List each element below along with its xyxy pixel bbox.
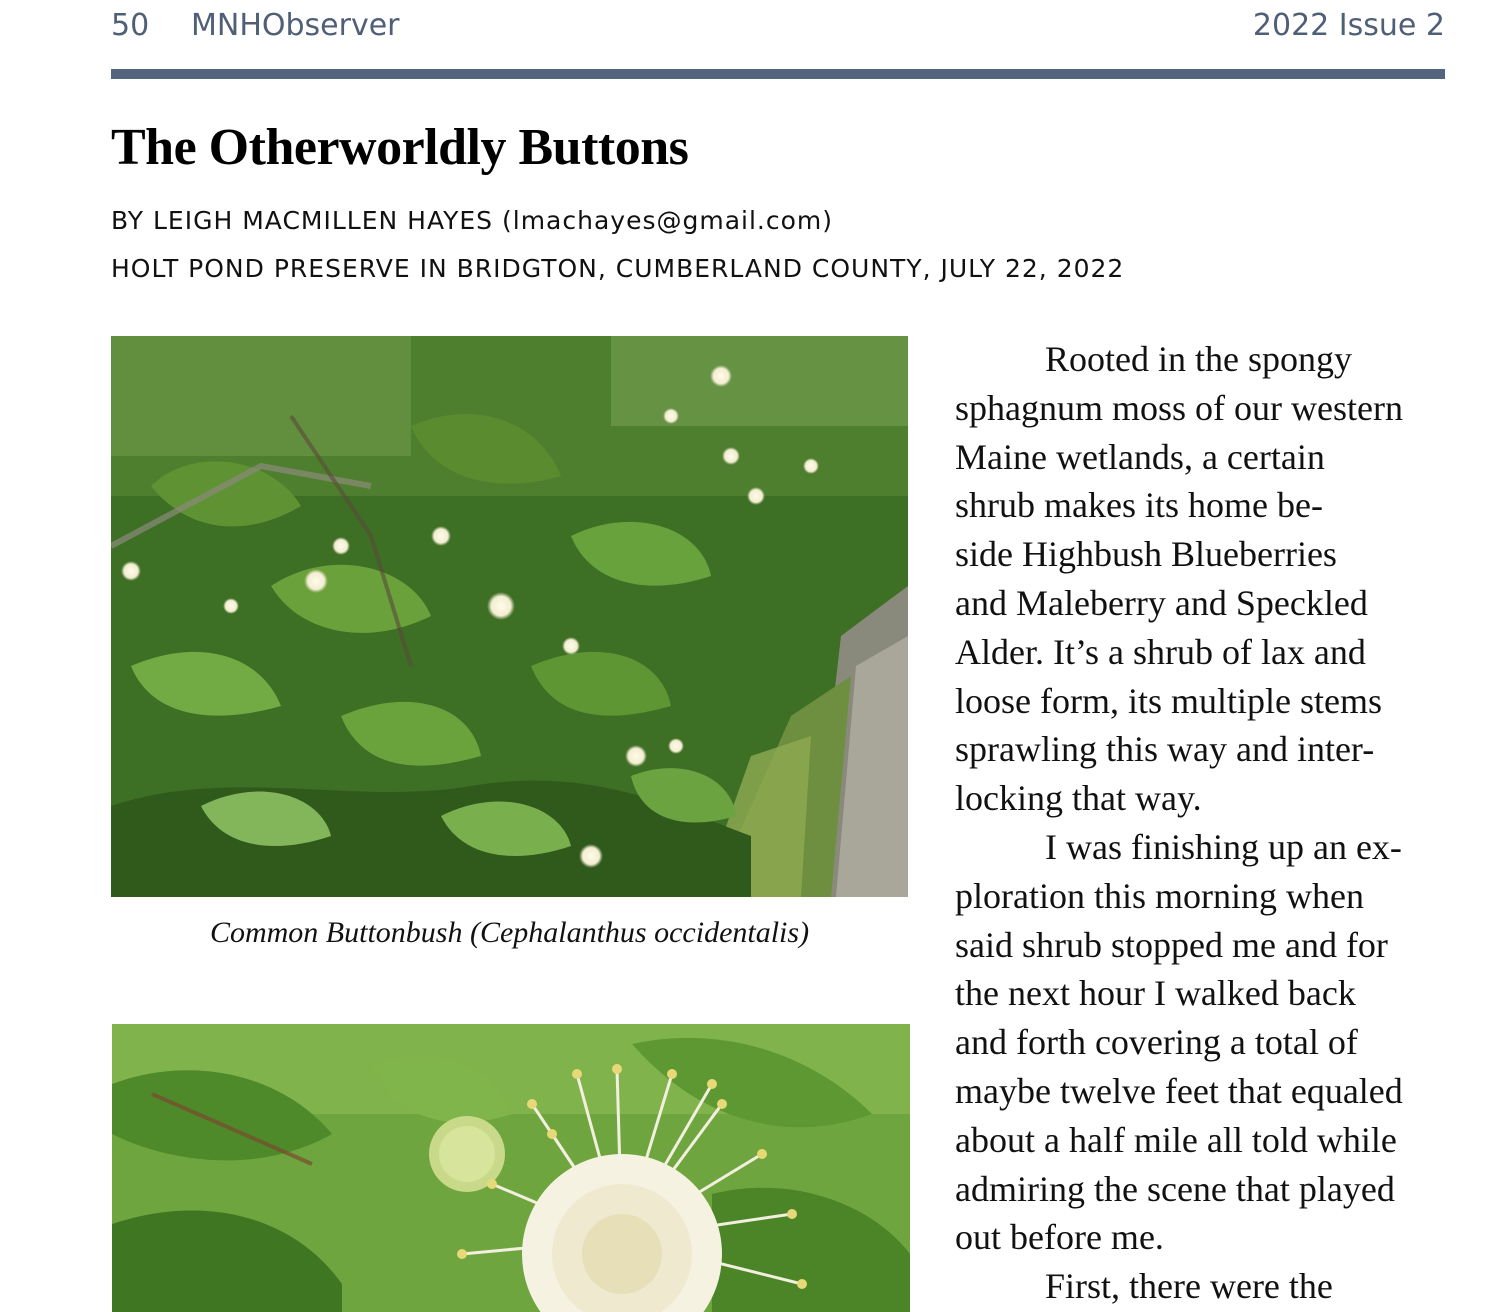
buttonbush-shrub-photo bbox=[111, 336, 908, 897]
photo1-caption: Common Buttonbush (Cephalanthus occidentalis) bbox=[209, 916, 810, 949]
article-body bbox=[955, 335, 1445, 1311]
byline: BY LEIGH MACMILLEN HAYES (lmachayes@gmail.com) bbox=[111, 206, 834, 235]
article-title: The Otherworldly Buttons bbox=[111, 119, 689, 176]
page-number: 50 bbox=[111, 8, 150, 43]
header-rule bbox=[111, 69, 1445, 79]
location-date-line: HOLT POND PRESERVE IN BRIDGTON, CUMBERLAND COUNTY, JULY 22, 2022 bbox=[111, 254, 1125, 283]
issue-label: 2022 Issue 2 bbox=[1252, 8, 1445, 43]
page-header bbox=[111, 8, 1445, 52]
paragraph-1: Rooted in the spongy sphagnum moss of our western Maine wetlands, a certain shrub makes its home be- side Highbush Blueberries and Maleberry and Speckled Alder. It’s a shrub of lax and loose form, its multiple stems sprawling this way and inter- locking that way. bbox=[955, 339, 1403, 819]
magazine-name: MNHObserver bbox=[191, 8, 400, 43]
buttonbush-flower-photo bbox=[112, 1024, 910, 1312]
paragraph-3: First, there were the bbox=[1045, 1266, 1333, 1307]
paragraph-2: I was finishing up an ex- ploration this morning when said shrub stopped me and for the next hour I walked back and forth covering a total of maybe twelve feet that equaled about a half mile all told while admiring the scene that played out before me. bbox=[955, 826, 1403, 1258]
